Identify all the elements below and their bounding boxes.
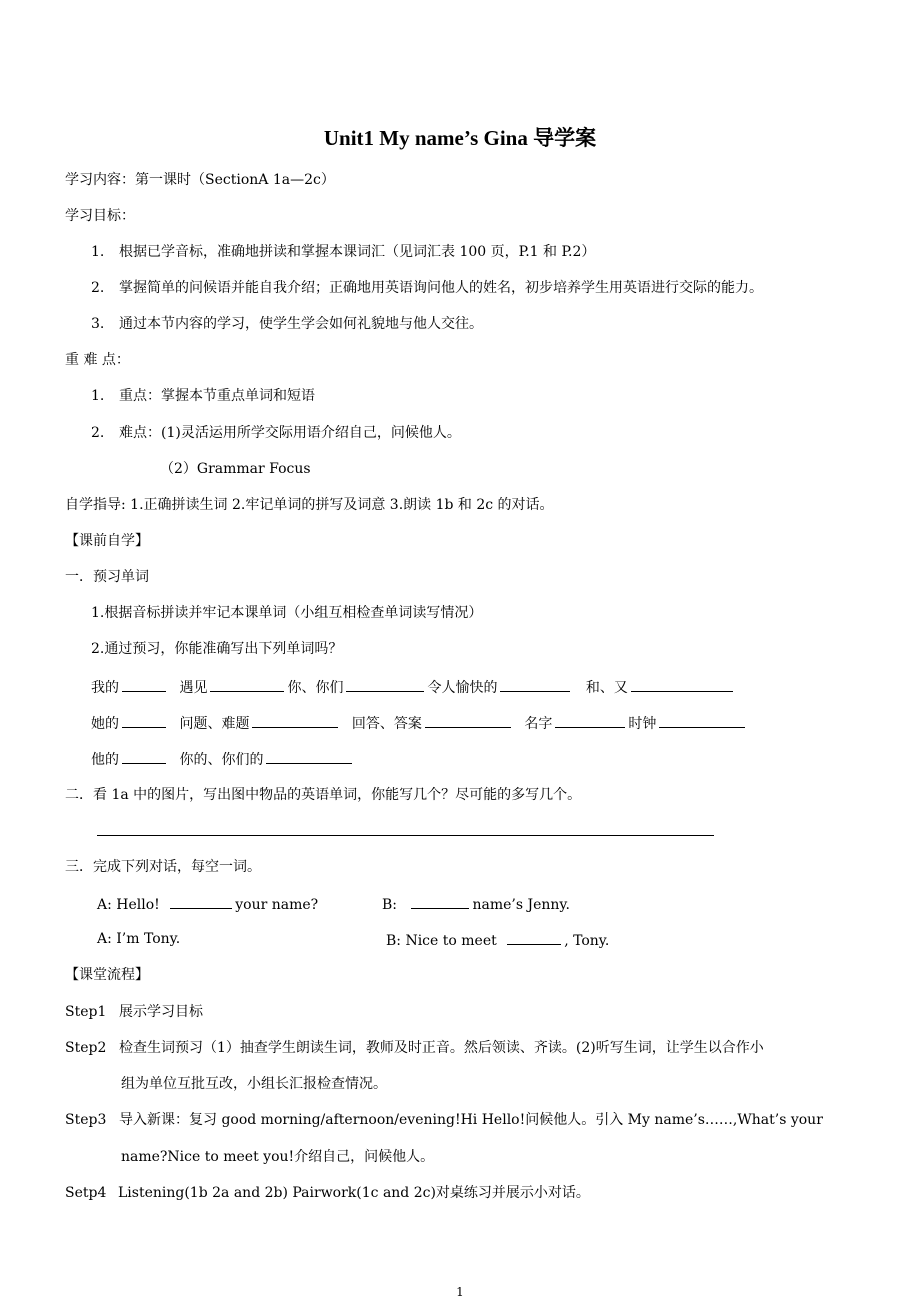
answer-blank[interactable] [122, 677, 166, 692]
dialogue-text: your name? [235, 897, 319, 913]
vocab-prompt: 你、你们 [287, 680, 344, 696]
dialogue-text: A: I’m Tony. [97, 931, 181, 947]
item-text: 难点：(1)灵活运用所学交际用语介绍自己，问候他人。 [119, 425, 461, 441]
keypoint-subitem: （2）Grammar Focus [160, 461, 311, 477]
vocab-prompt: 回答、答案 [351, 716, 422, 732]
step-label: Step1 [65, 1004, 107, 1020]
vocab-prompt: 你的、你们的 [179, 752, 264, 768]
step-text: Listening(1b 2a and 2b) Pairwork(1c and 2c)对桌练习并展示小对话。 [118, 1185, 590, 1201]
part1-heading: 一．预习单词 [65, 569, 149, 585]
keypoint-item [91, 387, 315, 405]
part3-heading: 三．完成下列对话，每空一词。 [65, 859, 261, 875]
vocab-prompt: 遇见 [179, 680, 208, 696]
answer-blank[interactable] [500, 677, 570, 692]
dialogue-text: B: [382, 897, 398, 913]
answer-blank[interactable] [425, 713, 511, 728]
page-number: 1 [456, 1285, 464, 1299]
vocab-prompt: 名字 [524, 716, 553, 732]
answer-blank[interactable] [210, 677, 284, 692]
step-text-continued: name?Nice to meet you!介绍自己，问候他人。 [121, 1149, 435, 1165]
dialogue-line [97, 894, 318, 914]
dialogue-text: , Tony. [564, 933, 610, 949]
vocab-row [91, 749, 355, 769]
item-number: 2. [91, 425, 105, 441]
dialogue-line [386, 930, 609, 950]
vocab-prompt: 他的 [91, 752, 119, 768]
objectives-heading: 学习目标： [65, 208, 135, 224]
item-number: 1. [91, 388, 105, 404]
vocab-prompt: 和、又 [585, 680, 628, 696]
section-heading-pre-study: 【课前自学】 [65, 533, 149, 549]
answer-blank[interactable] [346, 677, 424, 692]
item-number: 1. [91, 244, 105, 260]
lesson-content: 学习内容：第一课时（SectionA 1a—2c） [65, 172, 335, 188]
step-label: Step3 [65, 1112, 107, 1128]
dialogue-line [382, 894, 570, 914]
answer-blank[interactable] [659, 713, 745, 728]
answer-blank[interactable] [631, 677, 733, 692]
step-text: 检查生词预习（1）抽查学生朗读生词，教师及时正音。然后领读、齐读。(2)听写生词，让学生以合作小 [119, 1040, 764, 1056]
item-text: 掌握简单的问候语并能自我介绍；正确地用英语询问他人的姓名，初步培养学生用英语进行交际的能力。 [119, 280, 763, 296]
answer-line[interactable] [97, 835, 714, 836]
step-text: 展示学习目标 [119, 1004, 203, 1020]
vocab-row [91, 677, 736, 697]
part1-item: 1.根据音标拼读并牢记本课单词（小组互相检查单词读写情况） [91, 605, 483, 621]
dialogue-text: A: Hello! [97, 897, 160, 913]
item-text: 通过本节内容的学习，使学生学会如何礼貌地与他人交往。 [119, 316, 483, 332]
answer-blank[interactable] [122, 749, 166, 764]
step-label: Step2 [65, 1040, 107, 1056]
vocab-prompt: 我的 [91, 680, 119, 696]
answer-blank[interactable] [555, 713, 625, 728]
answer-blank[interactable] [122, 713, 166, 728]
part2-heading: 二．看 1a 中的图片，写出图中物品的英语单词，你能写几个？尽可能的多写几个。 [65, 787, 582, 803]
item-number: 3. [91, 316, 105, 332]
step-text: 导入新课：复习 good morning/afternoon/evening!Hi Hello!问候他人。引入 My name’s……,What’s your [119, 1112, 823, 1128]
self-study-guide: 自学指导: 1.正确拼读生词 2.牢记单词的拼写及词意 3.朗读 1b 和 2c 的对话。 [65, 497, 554, 513]
objective-item [91, 279, 763, 297]
item-text: 根据已学音标，准确地拼读和掌握本课词汇（见词汇表 100 页，P.1 和 P.2） [119, 244, 596, 260]
dialogue-text: B: Nice to meet [386, 933, 497, 949]
dialogue-text: name’s Jenny. [472, 897, 570, 913]
item-number: 2. [91, 280, 105, 296]
vocab-prompt: 令人愉快的 [427, 680, 498, 696]
answer-blank[interactable] [252, 713, 338, 728]
vocab-prompt: 时钟 [628, 716, 657, 732]
step-text-continued: 组为单位互批互改，小组长汇报检查情况。 [121, 1076, 387, 1092]
keypoint-item [91, 424, 461, 442]
part1-item: 2.通过预习，你能准确写出下列单词吗？ [91, 641, 343, 657]
vocab-prompt: 问题、难题 [179, 716, 250, 732]
answer-blank[interactable] [507, 930, 561, 945]
document-title: Unit1 My name’s Gina 导学案 [323, 126, 597, 150]
answer-blank[interactable] [266, 749, 352, 764]
keypoints-heading: 重 难 点： [65, 352, 130, 368]
objective-item [91, 243, 595, 261]
item-text: 重点：掌握本节重点单词和短语 [119, 388, 315, 404]
step-label: Setp4 [65, 1185, 107, 1201]
answer-blank[interactable] [411, 894, 469, 909]
vocab-row [91, 713, 748, 733]
objective-item [91, 315, 483, 333]
section-heading-class-flow: 【课堂流程】 [65, 967, 149, 983]
vocab-prompt: 她的 [91, 716, 119, 732]
answer-blank[interactable] [170, 894, 232, 909]
